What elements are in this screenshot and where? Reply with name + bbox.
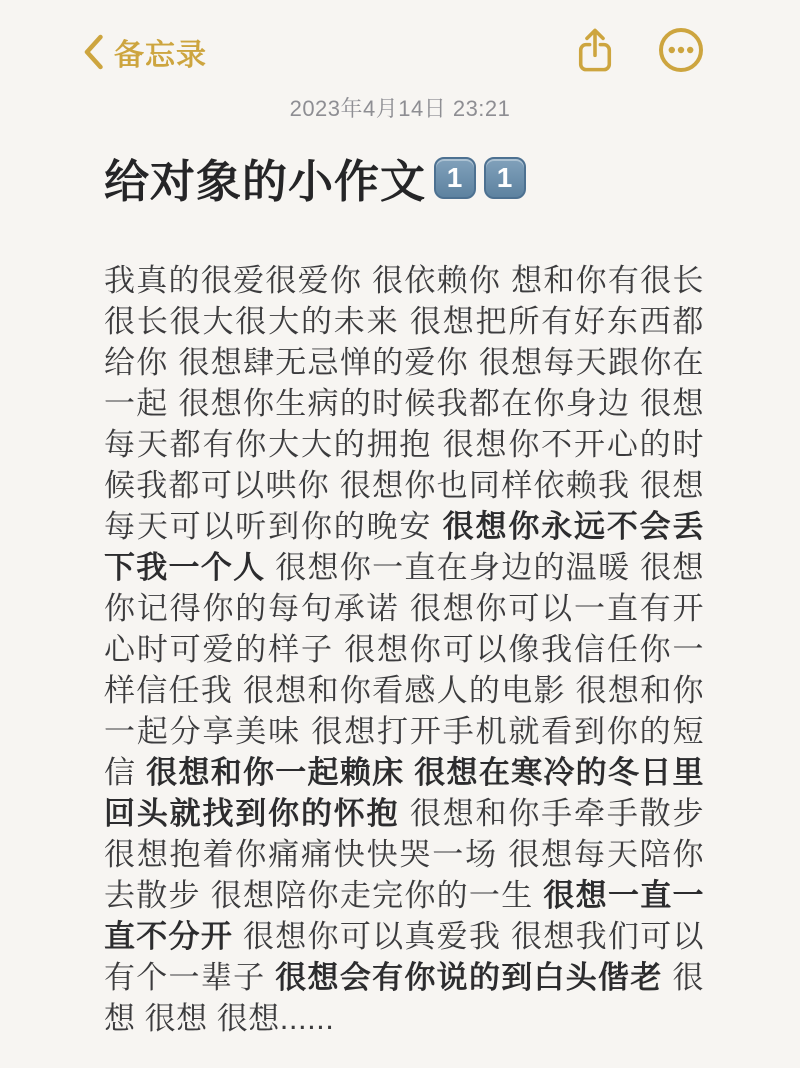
body-bold-segment: 很想你永远不会丢下我一个人 xyxy=(104,509,704,585)
chevron-left-icon xyxy=(82,34,104,70)
note-date: 2023年4月14日 23:21 xyxy=(289,96,511,121)
body-text-segment: 我真的很爱很爱你 很依赖你 想和你有很长很长很大很大的未来 很想把所有好东西都给你 很想肆无忌惮的爱你 很想每天跟你在一起 很想你生病的时候我都在你身边 很想每天都有你大大的拥抱 很想你不开心的时候我都可以哄你 很想你也同样依赖我 很想每天可以听到你的晚安 xyxy=(104,263,704,544)
note-title[interactable] xyxy=(104,145,704,210)
note-title-text: 给对象的小作文 xyxy=(104,156,427,207)
keycap-digit-one-emoji: 1 xyxy=(484,157,526,199)
nav-actions xyxy=(573,25,705,80)
nav-bar xyxy=(0,0,800,76)
body-bold-segment: 很想会有你说的到白头偕老 xyxy=(275,960,663,995)
share-icon xyxy=(573,25,617,80)
body-bold-segment: 很想一直一直不分开 xyxy=(104,878,704,954)
body-text-segment: 很想和你手牵手散步 很想抱着你痛痛快快哭一场 很想每天陪你去散步 很想陪你走完你的一生 xyxy=(104,796,704,913)
note-body-text[interactable] xyxy=(104,260,704,1039)
keycap-digit-one-emoji: 1 xyxy=(434,157,476,199)
ellipsis-circle-icon xyxy=(657,26,705,79)
back-button-label: 备忘录 xyxy=(114,39,207,72)
more-options-button[interactable] xyxy=(657,26,705,79)
body-bold-segment: 很想和你一起赖床 很想在寒冷的冬日里回头就找到你的怀抱 xyxy=(104,755,704,831)
share-button[interactable] xyxy=(573,25,617,80)
body-text-segment: 很想你一直在身边的温暖 很想你记得你的每句承诺 很想你可以一直有开心时可爱的样子 很想你可以像我信任你一样信任我 很想和你看感人的电影 很想和你一起分享美味 很想打开手机就看到你的短信 xyxy=(104,550,704,790)
back-button[interactable] xyxy=(82,30,207,74)
body-text-segment: 很想 很想 很想...... xyxy=(104,960,704,1036)
body-text-segment: 很想你可以真爱我 很想我们可以有个一辈子 xyxy=(104,919,704,995)
